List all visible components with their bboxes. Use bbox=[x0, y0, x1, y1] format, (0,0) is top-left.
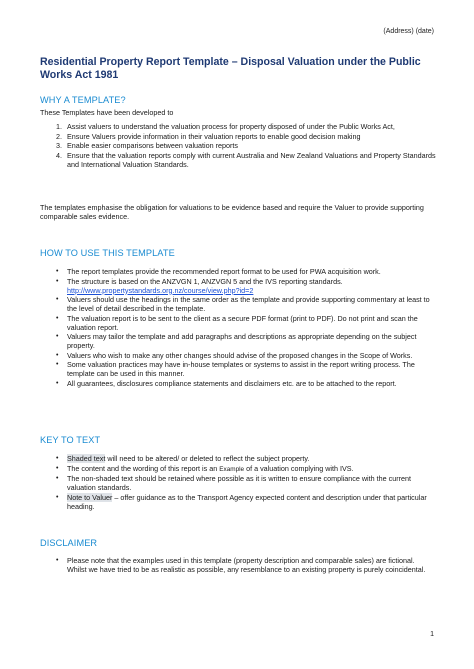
list-item: • Some valuation practices may have in-house templates or systems to assist in the report writing process. The template can be used in this manner. bbox=[56, 360, 415, 378]
bullet-icon: • bbox=[56, 351, 59, 359]
list-item: 4. Ensure that the valuation reports comply with current Australia and New Zealand Valuations and Property Standards and International Valuation Standards. bbox=[56, 150, 436, 169]
bullet-icon: • bbox=[56, 475, 59, 482]
section-heading-how: HOW TO USE THIS TEMPLATE bbox=[40, 248, 175, 258]
why-closing: The templates emphasise the obligation for valuations to be evidence based and require the Valuer to provide supporting comparable sales evidence. bbox=[40, 203, 424, 221]
bullet-icon: • bbox=[56, 493, 59, 501]
section-heading-disclaimer: DISCLAIMER bbox=[40, 538, 98, 548]
bullet-icon: • bbox=[56, 333, 59, 340]
page-number: 1 bbox=[430, 631, 434, 638]
bullet-icon: • bbox=[56, 557, 59, 564]
list-item: • The valuation report is to be sent to the client as a secure PDF format (print to PDF). Do not print and scan the valuation report. bbox=[56, 313, 418, 332]
why-list bbox=[40, 122, 436, 169]
bullet-icon: • bbox=[56, 314, 59, 322]
bullet-icon: • bbox=[56, 277, 59, 285]
list-item: • All guarantees, disclosures compliance statements and disclaimers etc. are to be attached to the report. bbox=[56, 378, 397, 388]
why-intro: These Templates have been developed to bbox=[40, 108, 174, 117]
property-standards-link[interactable]: http://www.propertystandards.org.nz/course/view.php?id=2 bbox=[67, 285, 254, 295]
list-item: • Note to Valuer – offer guidance as to the Transport Agency expected content and description under that particular heading. bbox=[56, 492, 427, 511]
bullet-icon: • bbox=[56, 268, 59, 275]
document-title: Residential Property Report Template – Disposal Valuation under the Public Works Act 1981 bbox=[40, 56, 421, 81]
list-item: • Shaded text will need to be altered/ or deleted to reflect the subject property. bbox=[56, 454, 310, 463]
bullet-icon: • bbox=[56, 361, 59, 368]
disclaimer-list bbox=[40, 556, 436, 575]
note-to-valuer-sample: Note to Valuer bbox=[67, 492, 113, 502]
bullet-icon: • bbox=[56, 455, 59, 462]
section-heading-why: WHY A TEMPLATE? bbox=[40, 95, 126, 105]
list-item: • Valuers who wish to make any other changes should advise of the proposed changes in the Scope of Works. bbox=[56, 350, 413, 360]
bullet-icon: • bbox=[56, 464, 59, 472]
list-item: • Valuers may tailor the template and add paragraphs and descriptions as appropriate depending on the subject property. bbox=[56, 332, 417, 350]
list-item: 2. Ensure Valuers provide information in their valuation reports to enable good decision making bbox=[56, 131, 361, 141]
list-item: • Please note that the examples used in this template (property description and comparable sales) are fictional. Whilst we have tried to be as realistic as possible, any resemblance to an existing property is purely coincidental. bbox=[56, 556, 426, 574]
address-date: (Address) (date) bbox=[383, 28, 434, 35]
shaded-text-sample: Shaded text bbox=[67, 454, 106, 463]
list-item: • The report templates provide the recommended report format to be used for PWA acquisition work. bbox=[56, 267, 381, 276]
list-item: • The structure is based on the ANZVGN 1, ANZVGN 5 and the IVS reporting standards. http://www.propertystandards.org.nz/course/view.php?id=2 bbox=[56, 276, 343, 295]
list-item: 3. Enable easier comparisons between valuation reports bbox=[56, 141, 239, 150]
section-heading-key: KEY TO TEXT bbox=[40, 435, 101, 445]
list-item: • Valuers should use the headings in the same order as the template and provide supporting commentary at least to the level of detail described in the template. bbox=[56, 295, 430, 313]
bullet-icon: • bbox=[56, 379, 59, 387]
list-item: 1. Assist valuers to understand the valuation process for property disposed of under the Public Works Act, bbox=[56, 122, 395, 131]
how-list bbox=[40, 267, 436, 388]
key-list bbox=[40, 454, 436, 511]
list-item: • The content and the wording of this report is an Example of a valuation complying with IVS. bbox=[56, 463, 354, 473]
list-item: • The non-shaded text should be retained where possible as it is written to ensure compliance with the current valuation standards. bbox=[56, 474, 411, 492]
bullet-icon: • bbox=[56, 296, 59, 303]
